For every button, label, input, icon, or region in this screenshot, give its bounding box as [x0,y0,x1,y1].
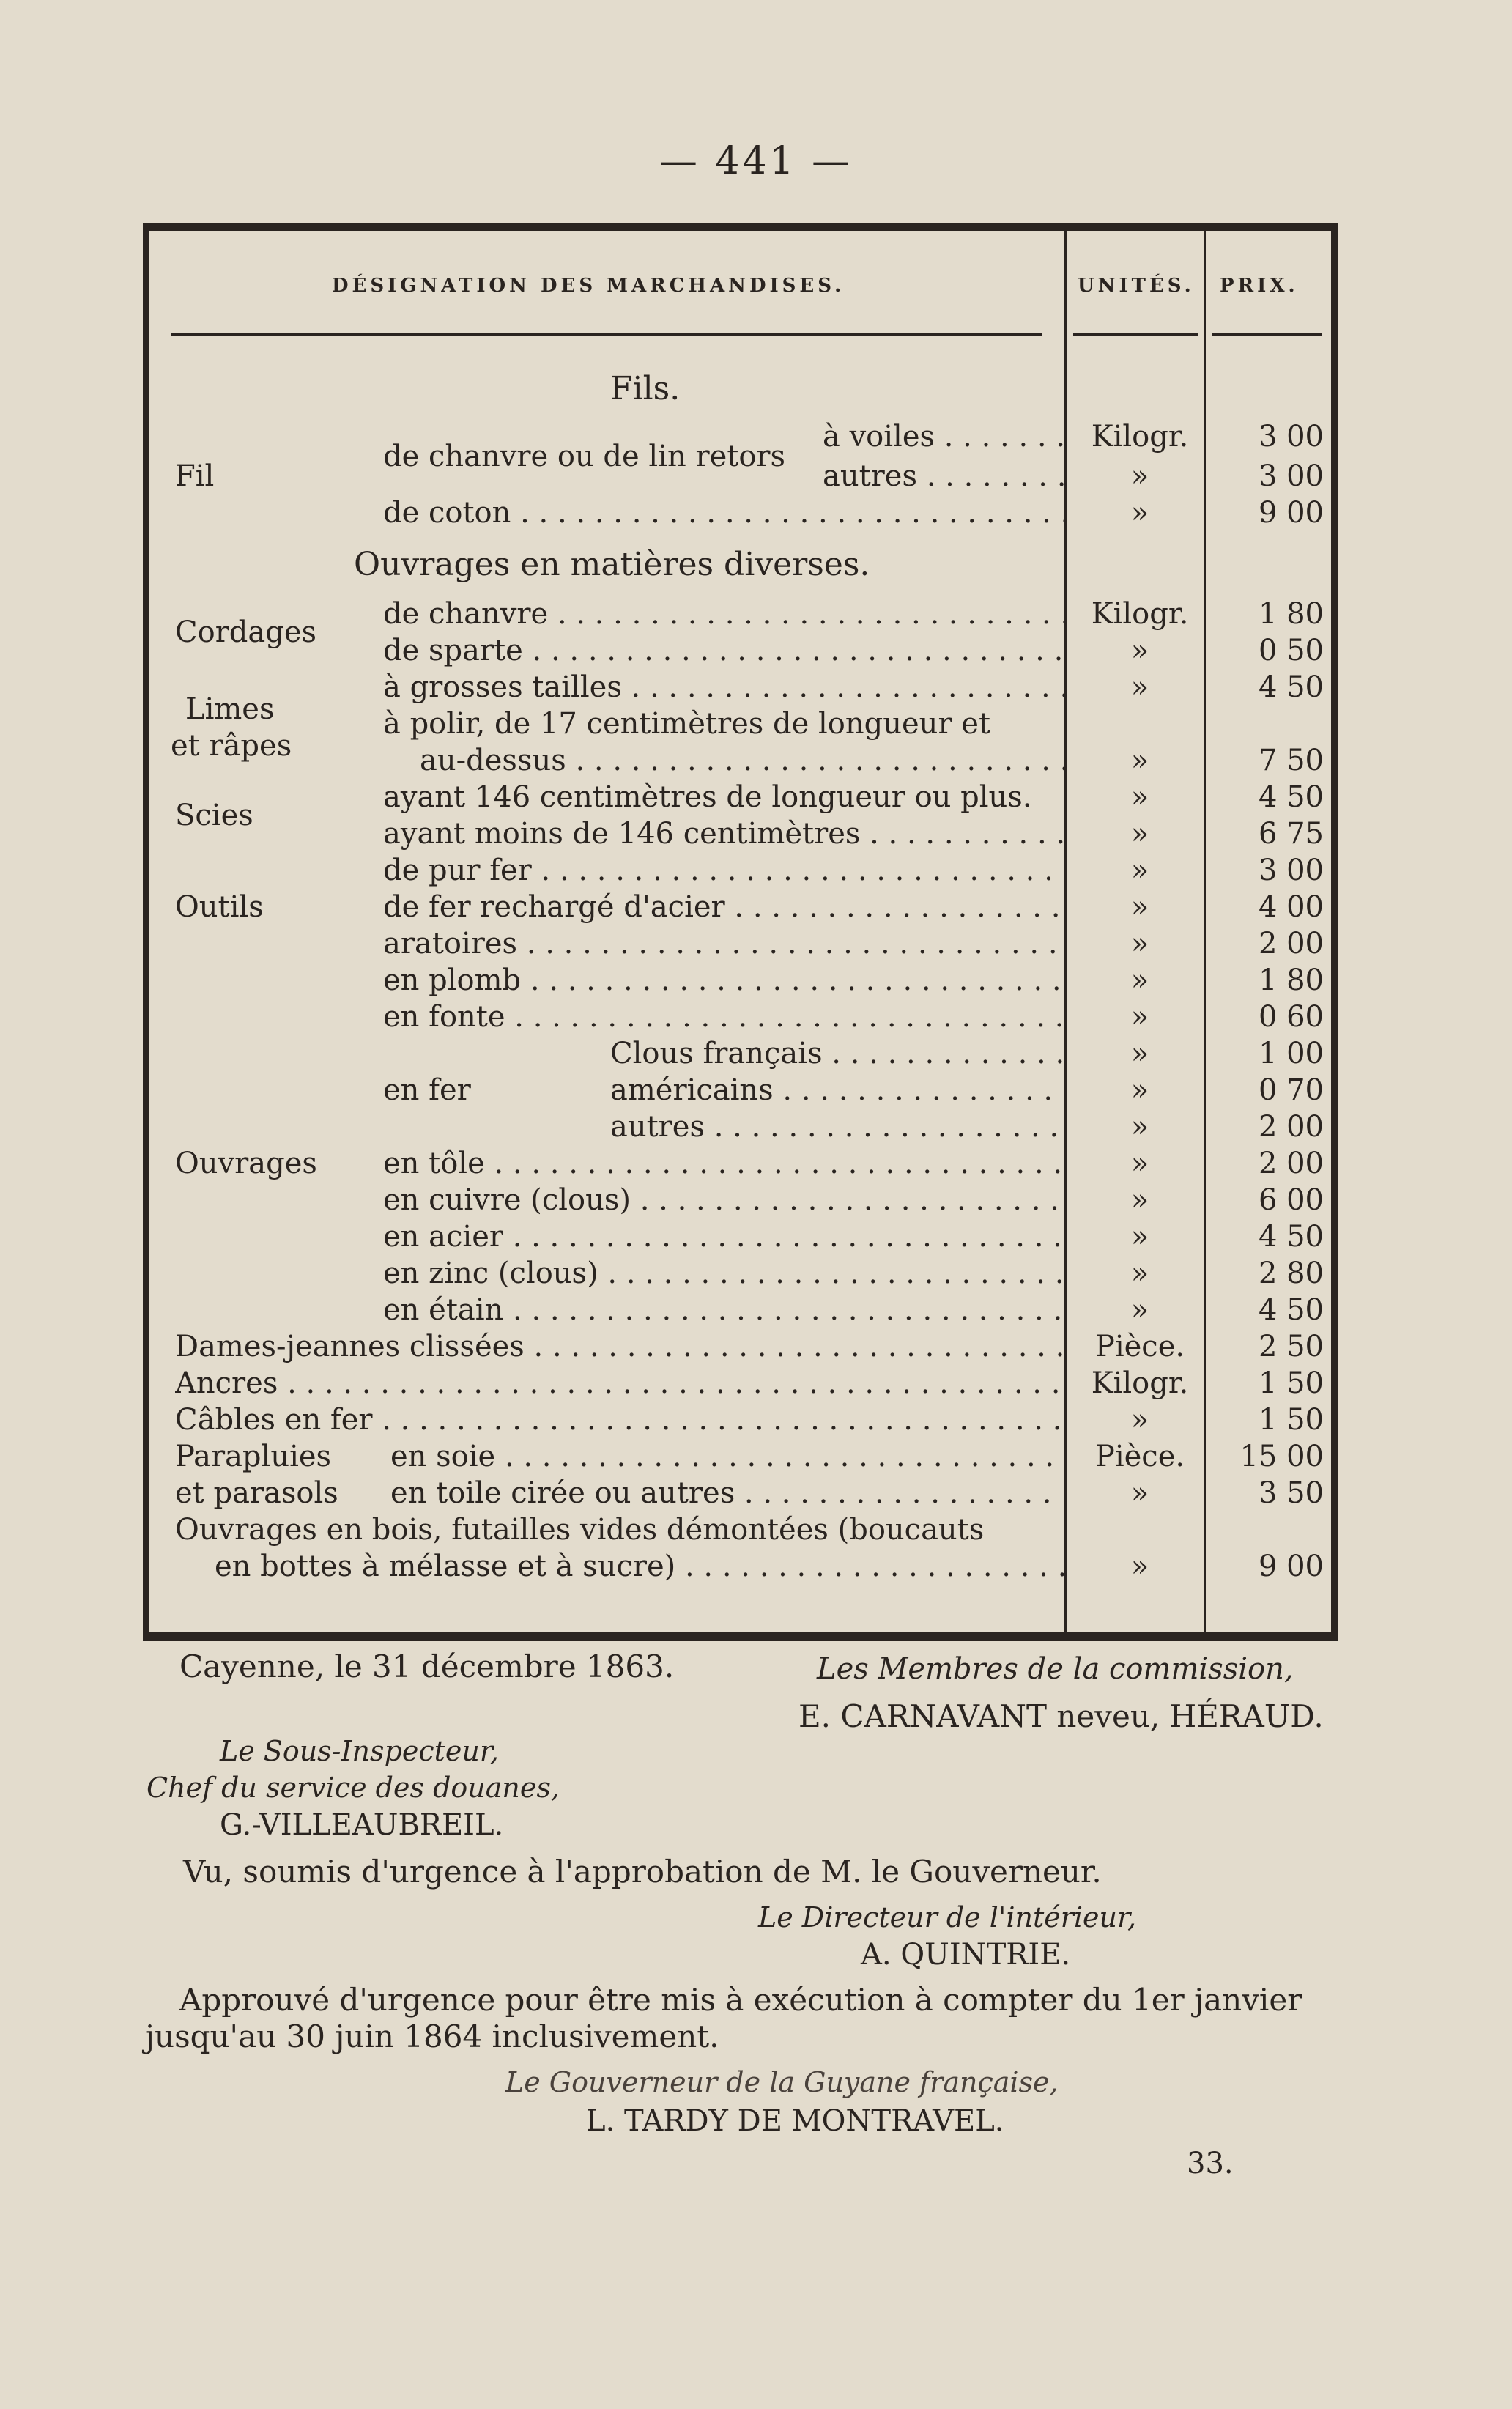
row-desc: ayant moins de 146 centimètres . . . [383,817,1064,851]
row-desc: à voiles . . . [823,420,1064,454]
row-unit: » [1130,670,1149,704]
approuve-line-2: jusqu'au 30 juin 1864 inclusivement. [145,2018,719,2054]
row-category: Scies [175,799,253,832]
row-desc: de coton . . . [383,496,1064,530]
table-row [149,1476,1330,1513]
row-unit: » [1130,1073,1149,1107]
row-price: 4 50 [1258,1220,1324,1254]
row-price: 4 50 [1258,1293,1324,1327]
row-price: 1 50 [1258,1403,1324,1437]
row-unit: » [1130,1403,1149,1437]
row-unit: » [1130,1183,1149,1217]
table-row [149,1293,1330,1330]
row-desc: en fonte . . . [383,1000,1064,1034]
sous-inspecteur-title: Le Sous-Inspecteur, [220,1735,499,1767]
row-price: 2 80 [1258,1257,1324,1290]
table-row [149,963,1330,1000]
table-row [149,634,1330,670]
row-desc: en soie . . . [390,1440,1064,1473]
row-category: Limes [185,692,275,726]
header-units: UNITÉS. [1078,275,1195,297]
signature-mark: 33. [1187,2147,1234,2180]
table-row [149,817,1330,854]
row-desc: au-dessus . . . [420,744,1064,777]
row-unit: » [1130,890,1149,924]
table-row [149,1110,1330,1147]
table-row [149,854,1330,890]
row-desc: à grosses tailles . . . [383,670,1064,704]
directeur-title: Le Directeur de l'intérieur, [758,1901,1137,1934]
row-desc: de sparte . . . [383,634,1064,667]
table-row [149,1037,1330,1073]
row-desc: en cuivre (clous) . . . [383,1183,1064,1217]
row-price: 3 00 [1258,459,1324,493]
row-price: 2 00 [1258,1147,1324,1180]
row-desc: en bottes à mélasse et à sucre) . . . [215,1550,1064,1583]
row-category: et râpes [171,729,292,763]
table-row [149,1366,1330,1403]
table-row [149,496,1330,533]
row-price: 3 50 [1258,1476,1324,1510]
commission-names: E. CARNAVANT neveu, HÉRAUD. [798,1698,1324,1734]
row-price: 1 80 [1258,597,1324,631]
row-unit: Kilogr. [1091,597,1189,631]
table-row [149,1220,1330,1257]
row-unit: » [1130,1110,1149,1144]
header-rule [171,333,1042,336]
section-ouvrages: Ouvrages en matières diverses. [354,546,870,583]
table-row [149,1073,1330,1110]
table-row [149,744,1330,780]
table-row [149,1513,1330,1550]
row-price: 3 00 [1258,420,1324,454]
row-price: 6 00 [1258,1183,1324,1217]
row-price: 4 50 [1258,670,1324,704]
table-row [149,1403,1330,1440]
row-unit: » [1130,1220,1149,1254]
sous-inspecteur-name: G.-VILLEAUBREIL. [220,1808,504,1842]
row-unit: » [1130,963,1149,997]
row-desc: de chanvre . . . [383,597,1064,631]
directeur-name: A. QUINTRIE. [861,1938,1071,1972]
header-rule-price [1212,333,1322,336]
table-row [149,1000,1330,1037]
row-price: 3 00 [1258,854,1324,887]
place-date: Cayenne, le 31 décembre 1863. [179,1648,675,1684]
row-desc: en acier . . . [383,1220,1064,1254]
row-unit: Pièce. [1094,1440,1185,1473]
row-unit: Pièce. [1094,1330,1185,1363]
row-price: 1 00 [1258,1037,1324,1070]
row-desc: Dames-jeannes clissées . . . [175,1330,1064,1363]
row-desc: Clous français . . . [610,1037,1064,1070]
table-row [149,927,1330,963]
row-unit: » [1130,1147,1149,1180]
row-price: 9 00 [1258,1550,1324,1583]
row-unit: Kilogr. [1091,1366,1189,1400]
table-row [149,1257,1330,1293]
approuve-line-1: Approuvé d'urgence pour être mis à exécution à compter du 1er janvier [179,1982,1302,2018]
row-price: 2 50 [1258,1330,1324,1363]
row-desc: en zinc (clous) . . . [383,1257,1064,1290]
header-rule-units [1073,333,1198,336]
row-price: 1 80 [1258,963,1324,997]
row-unit: » [1130,1476,1149,1510]
row-desc: de pur fer . . . [383,854,1064,887]
row-sub-desc: américains . . . [610,1073,1064,1107]
table-row [149,1183,1330,1220]
sous-inspecteur-role: Chef du service des douanes, [147,1772,560,1804]
row-desc: en fer [383,1073,471,1107]
header-designation: DÉSIGNATION DES MARCHANDISES. [332,275,845,297]
row-price: 9 00 [1258,496,1324,530]
row-category: et parasols [175,1476,338,1510]
row-price: 4 00 [1258,890,1324,924]
row-category: Parapluies [175,1440,332,1473]
tariff-table [143,223,1338,1641]
row-unit: » [1130,496,1149,530]
row-desc: ayant 146 centimètres de longueur ou plus. [383,780,1032,814]
gouverneur-title: Le Gouverneur de la Guyane française, [505,2066,1059,2098]
row-price: 15 00 [1239,1440,1324,1473]
row-desc: de fer rechargé d'acier . . . [383,890,1064,924]
row-price: 4 50 [1258,780,1324,814]
table-row [149,1147,1330,1183]
row-unit: » [1130,744,1149,777]
row-unit: » [1130,817,1149,851]
row-unit: » [1130,927,1149,961]
row-price: 2 00 [1258,1110,1324,1144]
row-price: 7 50 [1258,744,1324,777]
row-category: Cordages [175,615,317,649]
row-category: Fil [175,459,215,493]
row-price: 0 50 [1258,634,1324,667]
table-row [149,1330,1330,1366]
row-desc: autres . . . [823,459,1064,493]
row-desc: de chanvre ou de lin retors [383,440,786,473]
table-row [149,1550,1330,1586]
row-unit: » [1130,1550,1149,1583]
row-price: 0 70 [1258,1073,1324,1107]
row-unit: » [1130,1000,1149,1034]
row-unit: » [1130,634,1149,667]
page-number: — 441 — [659,139,853,183]
row-desc: aratoires . . . [383,927,1064,961]
row-unit: » [1130,1293,1149,1327]
row-price: 0 60 [1258,1000,1324,1034]
row-desc: en étain . . . [383,1293,1064,1327]
commission-title: Les Membres de la commission, [817,1652,1294,1686]
row-category: Outils [175,890,264,924]
row-unit: » [1130,1257,1149,1290]
row-desc: Câbles en fer . . . [175,1403,1064,1437]
row-desc: à polir, de 17 centimètres de longueur et [383,707,991,741]
row-desc: en tôle . . . [383,1147,1064,1180]
section-fils: Fils. [610,370,681,407]
row-unit: » [1130,780,1149,814]
row-desc: Ancres . . . [175,1366,1064,1400]
table-row [149,890,1330,927]
row-desc: Ouvrages en bois, futailles vides démontées (boucauts [175,1513,985,1547]
row-desc: en toile cirée ou autres . . . [390,1476,1064,1510]
row-price: 2 00 [1258,927,1324,961]
row-desc: autres . . . [610,1110,1064,1144]
table-row [149,459,1330,496]
gouverneur-name: L. TARDY DE MONTRAVEL. [586,2104,1004,2138]
table-row [149,1440,1330,1476]
row-unit: » [1130,459,1149,493]
row-price: 6 75 [1258,817,1324,851]
header-price: PRIX. [1220,275,1299,297]
row-price: 1 50 [1258,1366,1324,1400]
row-unit: » [1130,1037,1149,1070]
row-desc: en plomb . . . [383,963,1064,997]
vu-line: Vu, soumis d'urgence à l'approbation de M. le Gouverneur. [183,1854,1102,1890]
row-unit: » [1130,854,1149,887]
row-category: Ouvrages [175,1147,317,1180]
row-unit: Kilogr. [1091,420,1189,454]
